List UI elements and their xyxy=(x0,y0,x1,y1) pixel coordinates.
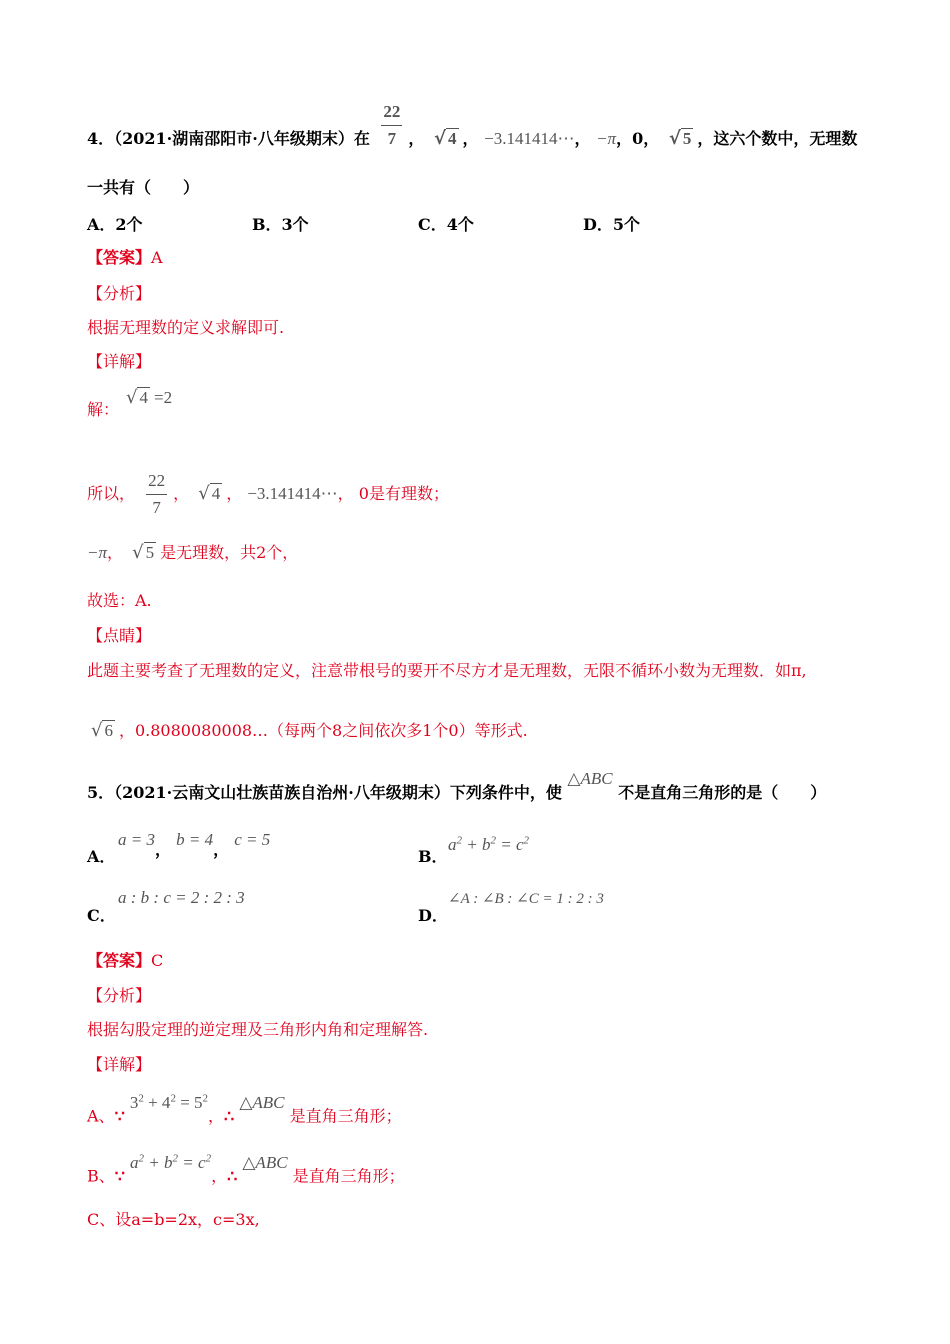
therefore-icon: ∴ xyxy=(224,1106,235,1126)
q4-stem xyxy=(87,102,858,163)
ratio-sides: a : b : c = 2 : 2 : 3 xyxy=(118,888,245,907)
is-right-triangle: 是直角三角形； xyxy=(289,1106,402,1126)
q5-analysis-text: 根据勾股定理的逆定理及三角形内角和定理解答. xyxy=(87,1020,429,1039)
q4-source: （2021·湖南邵阳市·八年级期末） xyxy=(114,129,354,148)
answer-value: A xyxy=(151,248,163,267)
separator: ， xyxy=(574,129,591,148)
so-prefix: 所以， xyxy=(87,484,136,503)
q5-option-b-letter: B． xyxy=(418,847,448,866)
q4-sqrt-4 xyxy=(434,129,459,149)
option-letter: B． xyxy=(252,215,282,234)
q5-detail-label: 【详解】 xyxy=(87,1055,152,1074)
triangle-abc: △ABC xyxy=(242,1152,288,1172)
sqrt-4 xyxy=(126,388,150,408)
q4-negative-pi: −π xyxy=(596,129,617,148)
line-prefix: A、 xyxy=(87,1106,115,1126)
sqrt-argument: 4 xyxy=(211,484,221,503)
fraction-22-7 xyxy=(146,471,167,518)
answer-label: 【答案】 xyxy=(87,248,152,267)
frac-numerator: 22 xyxy=(146,471,167,495)
separator: ， xyxy=(408,129,425,148)
q5-detail-line-c: C、设a=b=2x，c=3x, xyxy=(87,1210,260,1229)
separator: ， xyxy=(643,129,660,148)
q4-decimal: −3.141414⋯ xyxy=(484,129,575,148)
sqrt-6 xyxy=(91,721,115,741)
q4-detail-solve: 解： xyxy=(87,400,120,419)
q4-analysis-label: 【分析】 xyxy=(87,284,152,303)
option-text: 3个 xyxy=(281,215,309,234)
negative-pi: −π xyxy=(87,543,107,562)
q4-option-c xyxy=(418,212,474,235)
math-c: c = 5 xyxy=(234,830,271,849)
q5-option-a-math: a = 3， b = 4， c = 5 xyxy=(118,830,271,859)
triangle-abc: △ABC xyxy=(567,769,613,788)
math-pythagoras-345: $3^2 + 4^2 = 5^2$ xyxy=(129,1092,209,1112)
radical-icon: √ xyxy=(132,542,144,563)
is-right-triangle: 是直角三角形； xyxy=(292,1166,405,1186)
option-letter: D． xyxy=(583,215,613,234)
sqrt-argument: 6 xyxy=(104,721,113,740)
option-letter: A． xyxy=(87,215,116,234)
sqrt-argument: 5 xyxy=(145,543,155,562)
q4-sqrt-5 xyxy=(669,129,694,149)
comment-tail-text: ，0.8080080008…（每两个8之间依次多1个0）等形式. xyxy=(118,721,528,740)
q4-irrational-line xyxy=(87,543,298,563)
q5-option-c-letter: C． xyxy=(87,906,116,925)
line-prefix: B、 xyxy=(87,1166,115,1186)
therefore-icon: ∴ xyxy=(227,1166,238,1186)
q5-option-d-letter: D． xyxy=(418,906,448,925)
frac-numerator: 22 xyxy=(381,102,402,126)
radical-icon: √ xyxy=(668,128,681,149)
math-a: a = 3 xyxy=(118,830,155,849)
q4-stem-line2: 一共有（ ） xyxy=(87,178,200,197)
q5-detail-line-b: B、∵ $a^2 + b^2 = c^2$，∴ △ABC 是直角三角形； xyxy=(87,1152,405,1186)
math-b: b = 4 xyxy=(176,830,214,849)
q4-fraction-22-7 xyxy=(381,102,402,149)
q4-zero: 0 xyxy=(632,129,644,148)
q5-suffix: 不是直角三角形的是（ ） xyxy=(618,783,827,802)
q5-stem xyxy=(87,769,827,803)
answer-value: C xyxy=(151,951,164,970)
separator: ， xyxy=(173,484,190,503)
q5-source: （2021·云南文山壮族苗族自治州·八年级期末） xyxy=(114,783,450,802)
q4-prefix: 在 xyxy=(353,129,370,148)
q5-number: 5． xyxy=(87,783,115,802)
q5-option-d-math xyxy=(448,888,604,909)
q4-option-d xyxy=(583,212,640,235)
decimal: −3.141414⋯ xyxy=(247,484,338,503)
radical-icon: √ xyxy=(91,720,103,741)
radical-icon: √ xyxy=(434,128,447,149)
q4-detail-label: 【详解】 xyxy=(87,352,152,371)
option-text: 4个 xyxy=(446,215,474,234)
q4-comment-tail xyxy=(87,721,528,741)
frac-denominator: 7 xyxy=(152,498,161,517)
separator: ， xyxy=(107,543,124,562)
separator: ， xyxy=(616,129,633,148)
option-text: 2个 xyxy=(115,215,143,234)
because-icon: ∵ xyxy=(114,1166,125,1186)
triangle-abc: △ABC xyxy=(239,1092,285,1112)
sqrt-5 xyxy=(132,543,156,563)
frac-denominator: 7 xyxy=(387,129,397,148)
q4-choose: 故选：A. xyxy=(87,591,152,610)
q4-analysis-text: 根据无理数的定义求解即可. xyxy=(87,318,285,337)
separator: ， xyxy=(462,129,479,148)
q4-answer xyxy=(87,248,163,268)
q4-option-a xyxy=(87,212,143,235)
equation-result: =2 xyxy=(153,388,173,407)
q5-analysis-label: 【分析】 xyxy=(87,986,152,1005)
irrational-suffix: 是无理数，共2个， xyxy=(160,543,299,562)
q5-detail-line-a: A、∵ $3^2 + 4^2 = 5^2$，∴ △ABC 是直角三角形； xyxy=(87,1092,402,1126)
q4-comment-label: 【点睛】 xyxy=(87,626,152,645)
q5-answer xyxy=(87,951,163,971)
separator: ， xyxy=(226,484,243,503)
option-text: 5个 xyxy=(612,215,641,234)
sqrt-4 xyxy=(198,484,222,504)
q4-sqrt4-equation xyxy=(122,388,172,408)
sqrt-argument: 4 xyxy=(448,129,457,148)
q4-suffix: ，这六个数中，无理数 xyxy=(697,129,858,148)
q5-option-a-letter: A． xyxy=(87,847,116,866)
q4-comment-text: 此题主要考查了无理数的定义，注意带根号的要开不尽方才是无理数，无限不循环小数为无理数．如π, xyxy=(87,661,807,680)
answer-label: 【答案】 xyxy=(87,951,152,970)
math-pythagoras-abc: $a^2 + b^2 = c^2$ xyxy=(130,1152,212,1172)
q5-prefix: 下列条件中，使 xyxy=(449,783,562,802)
because-icon: ∵ xyxy=(114,1106,125,1126)
q5-option-c-math xyxy=(118,888,245,908)
q5-option-b-math: $a^2 + b^2 = c^2$ xyxy=(448,834,530,854)
radical-icon: √ xyxy=(198,483,210,504)
separator: ， xyxy=(337,484,354,503)
q4-number: 4． xyxy=(87,129,115,148)
option-letter: C． xyxy=(418,215,447,234)
q4-so-line xyxy=(87,471,449,518)
ratio-angles: ∠A : ∠B : ∠C = 1 : 2 : 3 xyxy=(448,891,604,907)
q4-option-b xyxy=(252,212,309,235)
sqrt-argument: 4 xyxy=(139,388,148,407)
sqrt-argument: 5 xyxy=(682,129,692,148)
radical-icon: √ xyxy=(126,387,138,408)
so-suffix: 0是有理数； xyxy=(358,484,449,503)
